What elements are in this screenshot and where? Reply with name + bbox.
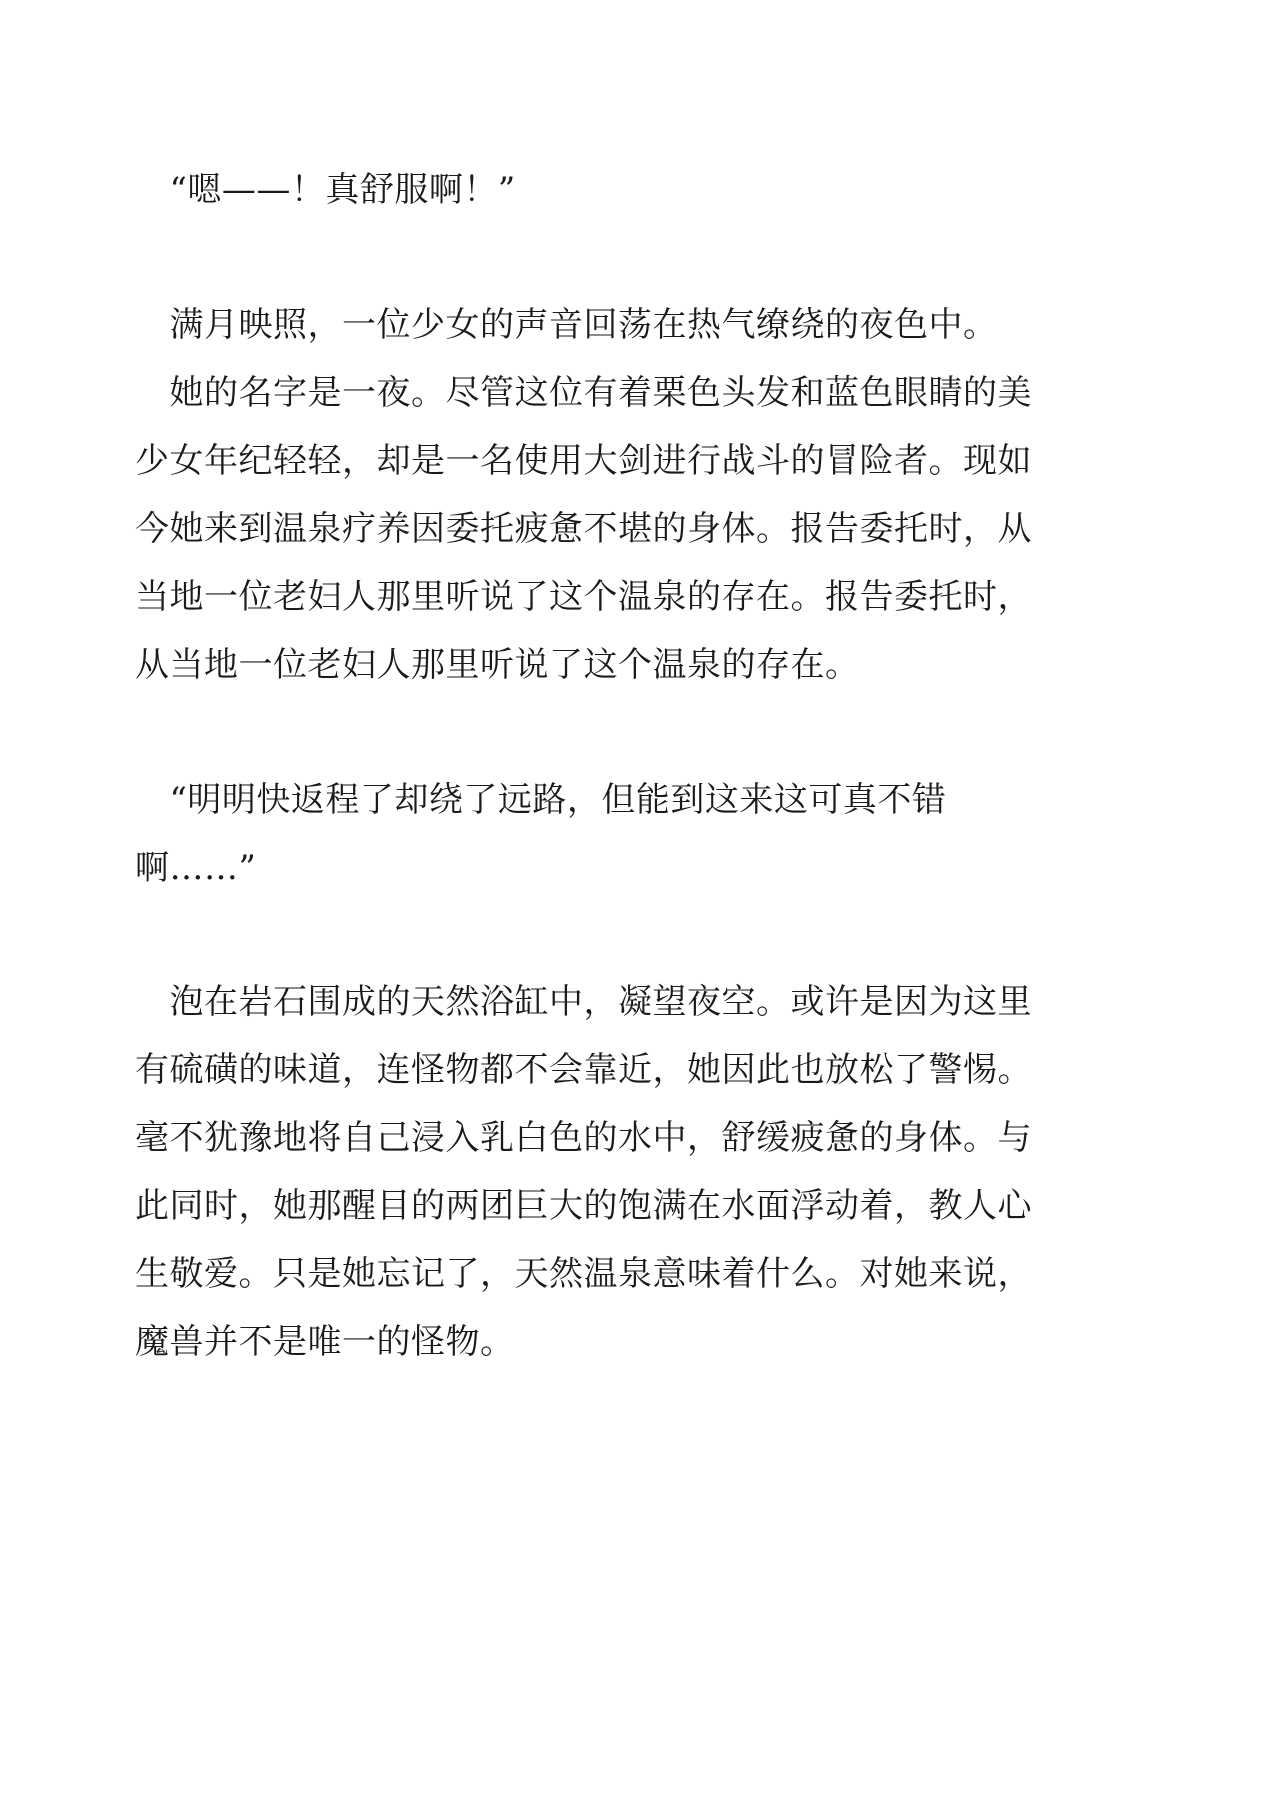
- dialogue-line: 啊……”: [135, 848, 257, 888]
- dialogue-line: “嗯——！真舒服啊！”: [135, 170, 516, 210]
- paragraph-line: 泡在岩石围成的天然浴缸中，凝望夜空。或许是因为这里: [135, 982, 1032, 1022]
- paragraph-line: 今她来到温泉疗养因委托疲惫不堪的身体。报告委托时，从: [135, 509, 1032, 549]
- paragraph-line: 满月映照，一位少女的声音回荡在热气缭绕的夜色中。: [135, 305, 998, 345]
- paragraph-line: 当地一位老妇人那里听说了这个温泉的存在。报告委托时，: [135, 577, 1032, 617]
- paragraph-line: 有硫磺的味道，连怪物都不会靠近，她因此也放松了警惕。: [135, 1050, 1032, 1090]
- paragraph-line: 她的名字是一夜。尽管这位有着栗色头发和蓝色眼睛的美: [135, 373, 1032, 413]
- paragraph-line: 魔兽并不是唯一的怪物。: [135, 1322, 515, 1362]
- paragraph-line: 从当地一位老妇人那里听说了这个温泉的存在。: [135, 645, 860, 685]
- dialogue-line: “明明快返程了却绕了远路，但能到这来这可真不错: [135, 780, 947, 820]
- paragraph-line: 生敬爱。只是她忘记了，天然温泉意味着什么。对她来说，: [135, 1254, 1032, 1294]
- paragraph-line: 毫不犹豫地将自己浸入乳白色的水中，舒缓疲惫的身体。与: [135, 1118, 1032, 1158]
- paragraph-line: 此同时，她那醒目的两团巨大的饱满在水面浮动着，教人心: [135, 1186, 1032, 1226]
- paragraph-line: 少女年纪轻轻，却是一名使用大剑进行战斗的冒险者。现如: [135, 441, 1032, 481]
